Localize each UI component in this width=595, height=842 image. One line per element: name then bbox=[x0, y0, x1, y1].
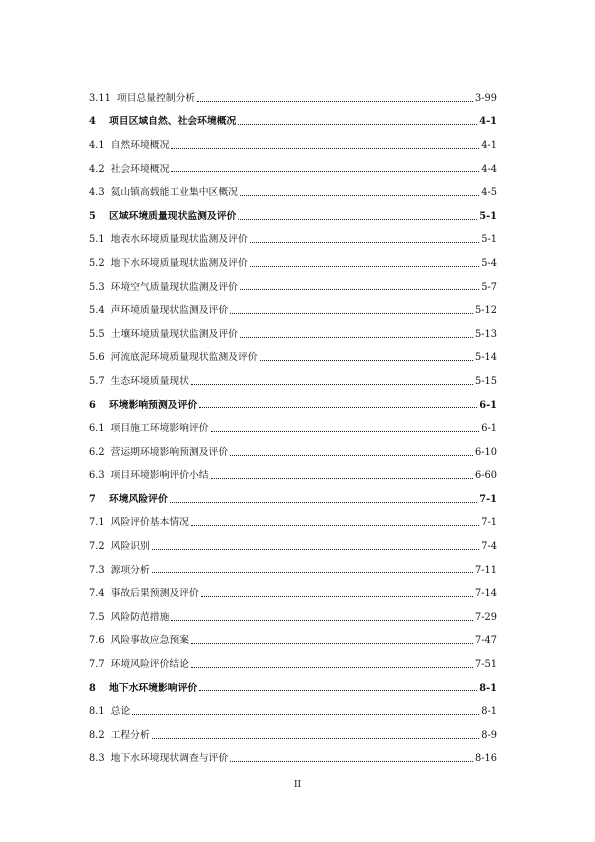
toc-entry-page: 7-14 bbox=[474, 588, 497, 600]
toc-entry-number: 8.2 bbox=[89, 729, 105, 741]
dot-leader bbox=[191, 525, 479, 526]
dot-leader bbox=[171, 171, 479, 172]
toc-entry-title: 风险防范措施 bbox=[110, 611, 170, 623]
toc-entry-title: 社会环境概况 bbox=[110, 163, 170, 175]
toc-entry-page: 4-4 bbox=[481, 163, 497, 175]
toc-section-entry[interactable] bbox=[89, 528, 497, 552]
toc-entry-number: 6.1 bbox=[89, 423, 105, 435]
toc-section-entry[interactable] bbox=[89, 245, 497, 269]
toc-chapter-entry[interactable] bbox=[89, 670, 497, 694]
toc-entry-title: 区域环境质量现状监测及评价 bbox=[109, 210, 237, 222]
toc-entry-number: 7.1 bbox=[89, 517, 105, 529]
dot-leader bbox=[170, 502, 478, 503]
toc-entry-page: 4-5 bbox=[481, 187, 497, 199]
toc-section-entry[interactable] bbox=[89, 599, 497, 623]
toc-entry-number: 3.11 bbox=[89, 92, 111, 104]
toc-section-entry[interactable] bbox=[89, 741, 497, 765]
toc-entry-page: 7-11 bbox=[474, 564, 497, 576]
page-number: II bbox=[293, 780, 302, 790]
dot-leader bbox=[132, 714, 479, 715]
dot-leader bbox=[211, 431, 480, 432]
toc-entry-title: 风险评价基本情况 bbox=[110, 517, 189, 529]
toc-entry-title: 河流底泥环境质量现状监测及评价 bbox=[110, 352, 258, 364]
toc-entry-number: 4.3 bbox=[89, 187, 105, 199]
toc-entry-number: 5.3 bbox=[89, 281, 105, 293]
toc-entry-title: 总论 bbox=[110, 706, 131, 718]
toc-section-entry[interactable] bbox=[89, 717, 497, 741]
toc-entry-number: 6.3 bbox=[89, 470, 105, 482]
dot-leader bbox=[152, 738, 479, 739]
toc-entry-number: 7.7 bbox=[89, 659, 105, 671]
toc-entry-title: 风险识别 bbox=[110, 541, 150, 553]
toc-section-entry[interactable] bbox=[89, 458, 497, 482]
toc-section-entry[interactable] bbox=[89, 151, 497, 175]
dot-leader bbox=[238, 219, 477, 220]
dot-leader bbox=[191, 384, 473, 385]
toc-entry-number: 7.2 bbox=[89, 541, 105, 553]
toc-section-entry[interactable] bbox=[89, 552, 497, 576]
toc-entry-page: 8-1 bbox=[479, 682, 497, 694]
dot-leader bbox=[171, 620, 473, 621]
toc-entry-page: 6-60 bbox=[474, 470, 497, 482]
toc-entry-page: 6-1 bbox=[481, 423, 497, 435]
toc-section-entry[interactable] bbox=[89, 222, 497, 246]
toc-entry-page: 5-1 bbox=[479, 210, 497, 222]
toc-entry-page: 5-14 bbox=[474, 352, 497, 364]
toc-entry-title: 项目总量控制分析 bbox=[116, 92, 196, 104]
toc-entry-title: 环境空气质量现状监测及评价 bbox=[110, 281, 238, 293]
toc-entry-title: 项目施工环境影响评价 bbox=[110, 423, 209, 435]
toc-entry-page: 3-99 bbox=[474, 92, 497, 104]
toc-entry-number: 8.1 bbox=[89, 706, 105, 718]
dot-leader bbox=[152, 549, 479, 550]
dot-leader bbox=[191, 667, 473, 668]
toc-entry-number: 7.4 bbox=[89, 588, 105, 600]
toc-entry-title: 风险事故应急预案 bbox=[110, 635, 189, 647]
toc-section-entry[interactable] bbox=[89, 505, 497, 529]
toc-entry-page: 5-4 bbox=[481, 257, 497, 269]
table-of-contents bbox=[89, 80, 497, 764]
toc-chapter-entry[interactable] bbox=[89, 481, 497, 505]
toc-entry-title: 地表水环境质量现状监测及评价 bbox=[110, 234, 248, 246]
toc-entry-number: 7.3 bbox=[89, 564, 105, 576]
dot-leader bbox=[240, 289, 479, 290]
dot-leader bbox=[230, 761, 473, 762]
toc-entry-title: 事故后果预测及评价 bbox=[110, 588, 199, 600]
toc-entry-title: 生态环境质量现状 bbox=[110, 375, 189, 387]
toc-entry-page: 5-12 bbox=[474, 305, 497, 317]
toc-section-entry[interactable] bbox=[89, 575, 497, 599]
toc-entry-number: 7 bbox=[89, 493, 96, 505]
toc-entry-page: 7-47 bbox=[474, 635, 497, 647]
toc-section-entry[interactable] bbox=[89, 646, 497, 670]
toc-entry-page: 4-1 bbox=[479, 116, 497, 128]
toc-entry-page: 5-15 bbox=[474, 375, 497, 387]
toc-section-entry[interactable] bbox=[89, 292, 497, 316]
toc-section-entry[interactable] bbox=[89, 340, 497, 364]
toc-chapter-entry[interactable] bbox=[89, 387, 497, 411]
toc-entry-title: 项目环境影响评价小结 bbox=[110, 470, 209, 482]
toc-entry-title: 工程分析 bbox=[110, 729, 150, 741]
toc-entry-number: 5 bbox=[89, 210, 96, 222]
toc-entry-number: 6 bbox=[89, 399, 96, 411]
toc-entry-title: 地下水环境质量现状监测及评价 bbox=[110, 257, 248, 269]
toc-entry-title: 土壤环境质量现状监测及评价 bbox=[110, 328, 238, 340]
dot-leader bbox=[199, 690, 477, 691]
toc-entry-page: 7-51 bbox=[474, 659, 497, 671]
dot-leader bbox=[250, 266, 479, 267]
dot-leader bbox=[197, 101, 473, 102]
dot-leader bbox=[260, 360, 473, 361]
dot-leader bbox=[171, 148, 479, 149]
toc-chapter-entry[interactable] bbox=[89, 104, 497, 128]
toc-section-entry[interactable] bbox=[89, 410, 497, 434]
toc-entry-number: 8 bbox=[89, 682, 96, 694]
toc-entry-page: 8-9 bbox=[481, 729, 497, 741]
toc-section-entry[interactable] bbox=[89, 316, 497, 340]
toc-entry-page: 7-29 bbox=[474, 611, 497, 623]
toc-entry-number: 8.3 bbox=[89, 753, 105, 765]
toc-entry-number: 5.2 bbox=[89, 257, 105, 269]
dot-leader bbox=[238, 124, 477, 125]
toc-entry-number: 4.1 bbox=[89, 139, 105, 151]
toc-entry-number: 7.5 bbox=[89, 611, 105, 623]
toc-section-entry[interactable] bbox=[89, 693, 497, 717]
toc-entry-number: 4 bbox=[89, 116, 96, 128]
toc-section-entry[interactable] bbox=[89, 363, 497, 387]
toc-entry-page: 8-16 bbox=[474, 753, 497, 765]
dot-leader bbox=[201, 596, 473, 597]
dot-leader bbox=[191, 643, 473, 644]
toc-entry-number: 4.2 bbox=[89, 163, 105, 175]
toc-entry-page: 7-1 bbox=[481, 517, 497, 529]
toc-entry-page: 5-13 bbox=[474, 328, 497, 340]
toc-entry-number: 5.5 bbox=[89, 328, 105, 340]
toc-entry-title: 氦山镇高载能工业集中区概况 bbox=[110, 187, 238, 199]
toc-entry-title: 自然环境概况 bbox=[110, 139, 170, 151]
toc-entry-title: 声环境质量现状监测及评价 bbox=[110, 305, 229, 317]
toc-section-entry[interactable] bbox=[89, 623, 497, 647]
toc-entry-title: 环境风险评价结论 bbox=[110, 659, 189, 671]
toc-entry-title: 环境影响预测及评价 bbox=[109, 399, 198, 411]
toc-entry-number: 5.1 bbox=[89, 234, 105, 246]
toc-section-entry[interactable] bbox=[89, 174, 497, 198]
toc-chapter-entry[interactable] bbox=[89, 198, 497, 222]
toc-entry-page: 7-4 bbox=[481, 541, 497, 553]
toc-entry-title: 营运期环境影响预测及评价 bbox=[110, 446, 229, 458]
toc-entry-title: 项目区域自然、社会环境概况 bbox=[109, 116, 237, 128]
toc-entry-page: 5-1 bbox=[481, 234, 497, 246]
dot-leader bbox=[152, 572, 473, 573]
toc-entry-title: 地下水环境影响评价 bbox=[109, 682, 198, 694]
toc-entry-title: 地下水环境现状调查与评价 bbox=[110, 753, 229, 765]
dot-leader bbox=[211, 478, 473, 479]
dot-leader bbox=[240, 195, 479, 196]
toc-entry-number: 6.2 bbox=[89, 446, 105, 458]
dot-leader bbox=[240, 337, 473, 338]
toc-entry-number: 5.6 bbox=[89, 352, 105, 364]
toc-entry-page: 8-1 bbox=[481, 706, 497, 718]
toc-entry-title: 源项分析 bbox=[110, 564, 150, 576]
toc-entry-number: 5.7 bbox=[89, 375, 105, 387]
dot-leader bbox=[199, 407, 477, 408]
toc-entry-page: 6-10 bbox=[474, 446, 497, 458]
toc-entry-page: 6-1 bbox=[479, 399, 497, 411]
toc-section-entry[interactable] bbox=[89, 269, 497, 293]
dot-leader bbox=[250, 242, 479, 243]
toc-entry-title: 环境风险评价 bbox=[109, 493, 168, 505]
toc-section-entry[interactable] bbox=[89, 127, 497, 151]
toc-section-entry[interactable] bbox=[89, 434, 497, 458]
toc-section-entry[interactable] bbox=[89, 80, 497, 104]
toc-entry-number: 7.6 bbox=[89, 635, 105, 647]
toc-entry-number: 5.4 bbox=[89, 305, 105, 317]
dot-leader bbox=[230, 455, 473, 456]
toc-entry-page: 5-7 bbox=[481, 281, 497, 293]
toc-entry-page: 7-1 bbox=[479, 493, 497, 505]
dot-leader bbox=[230, 313, 473, 314]
toc-entry-page: 4-1 bbox=[481, 139, 497, 151]
